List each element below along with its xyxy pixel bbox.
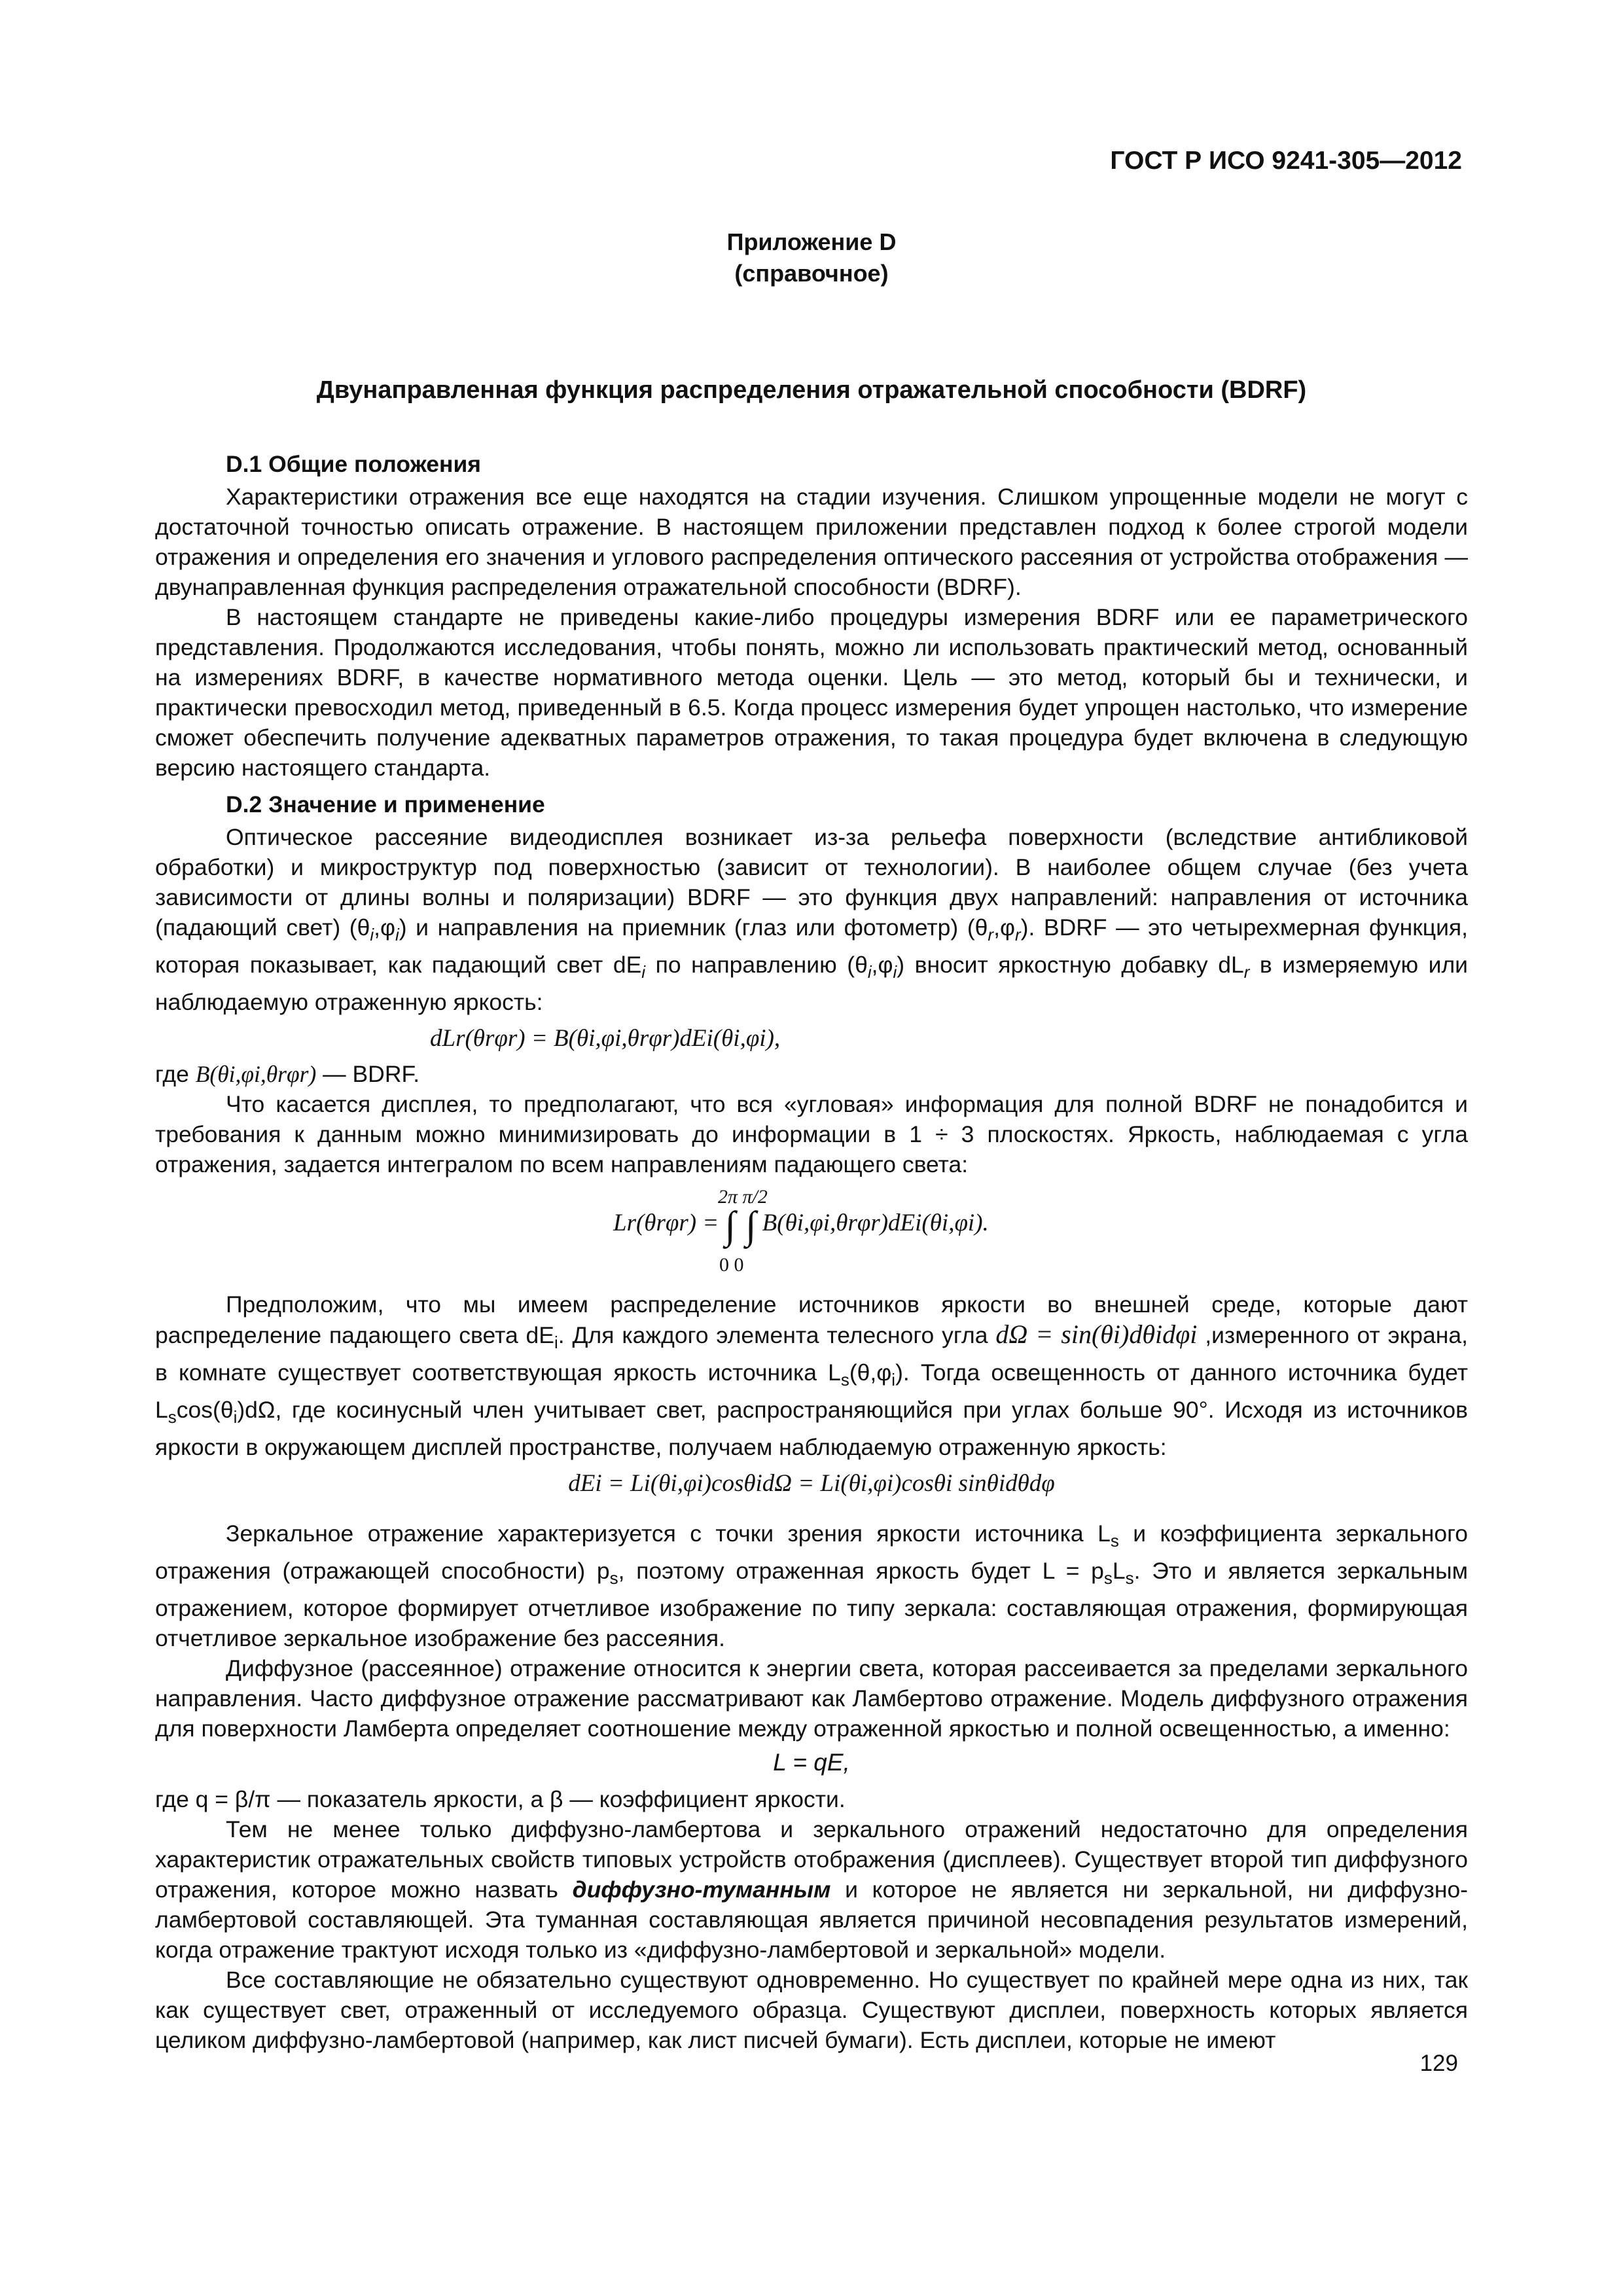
- document-body: [155, 449, 1468, 2055]
- paragraph: Зеркальное отражение характеризуется с точки зрения яркости источника $L_s$ и коэффициента зеркального отражения (отражающей способности) $p_s$, поэтому отраженная яркость будет $L = p_sL_s$. Это и является зеркальным отражением, которое формирует отчетливое изображение по типу зеркала: составляющая отражения, формирующая отчетливое зеркальное изображение без рассеяния.: [155, 1520, 1468, 1651]
- equation-lambert: L = qE,: [773, 1749, 850, 1776]
- equation-definition: где B(θi,φi,θrφr) — BDRF.: [155, 1061, 420, 1087]
- paragraph: Характеристики отражения все еще находятся на стадии изучения. Слишком упрощенные модели не могут с достаточной точностью описать отражение. В настоящем приложении представлен подход к более строгой модели отражения и определения его значения и углового распределения оптического рассеяния от устройства отображения — двунаправленная функция распределения отражательной способности (BDRF).: [155, 484, 1468, 600]
- integral-upper-limits: 2π π/2: [718, 1186, 768, 1208]
- paragraph: Все составляющие не обязательно существуют одновременно. Но существует по крайней мере одна из них, так как существует свет, отраженный от исследуемого образца. Существуют дисплеи, поверхность которых является целиком диффузно-ламбертовой (например, как лист писчей бумаги). Есть дисплеи, которые не имеют: [155, 1967, 1468, 2053]
- equation-irradiance: dEi = Li(θi,φi)cosθidΩ = Li(θi,φi)cosθi sinθidθdφ: [568, 1470, 1055, 1497]
- page-number: 129: [1419, 2051, 1458, 2076]
- equation-definition: где q = β/π — показатель яркости, а β — коэффициент яркости.: [155, 1786, 846, 1812]
- emphasis-term: диффузно-туманным: [572, 1876, 831, 1903]
- paragraph: Оптическое рассеяние видеодисплея возникает из-за рельефа поверхности (вследствие антибликовой обработки) и микроструктур под поверхностью (зависит от технологии). В наиболее общем случае (без учета зависимости от длины волны и поляризации) BDRF — это функция двух направлений: направления от источника (падающий свет) $(\theta_i,\varphi_i)$ и направления на приемник (глаз или фотометр) $(\theta_r,\varphi_r)$. BDRF — это четырехмерная функция, которая показывает, как падающий свет $dE_i$ по направлению $(\theta_i,\varphi_i)$ вносит яркостную добавку $dL_r$ в измеряемую или наблюдаемую отраженную яркость:: [155, 824, 1469, 1015]
- paragraph: Что касается дисплея, то предполагают, что вся «угловая» информация для полной BDRF не понадобится и требования к данным можно минимизировать до информации в 1 ÷ 3 плоскостях. Яркость, наблюдаемая с угла отражения, задается интегралом по всем направлениям падающего света:: [155, 1091, 1468, 1177]
- section-heading-d1: D.1 Общие положения: [226, 451, 481, 477]
- equation-integral: [155, 1182, 1468, 1280]
- integral-lower-limits: 0 0: [719, 1254, 744, 1276]
- annex-type: (справочное): [734, 260, 889, 287]
- paragraph: В настоящем стандарте не приведены какие-либо процедуры измерения BDRF или ее параметрического представления. Продолжаются исследования, чтобы понять, можно ли использовать практический метод, основанный на измерениях BDRF, в качестве нормативного метода оценки. Цель — это метод, который бы и технически, и практически превосходил метод, приведенный в 6.5. Когда процесс измерения будет упрощен настолько, что измерение сможет обеспечить получение адекватных параметров отражения, то такая процедура будет включена в следующую версию настоящего стандарта.: [155, 604, 1468, 781]
- standard-header: ГОСТ Р ИСО 9241-305—2012: [1110, 147, 1462, 175]
- integral-expression: Lr(θrφr) = ∫ ∫ B(θi,φi,θrφr)dEi(θi,φi).: [613, 1204, 989, 1247]
- inline-equation-solid-angle: dΩ = sin(θi)dθidφi: [995, 1319, 1198, 1349]
- paragraph: Предположим, что мы имеем распределение источников яркости во внешней среде, которые дают распределение падающего света $dE_i$. Для каждого элемента телесного угла dΩ = sin(θi)dθidφi ,измеренного от экрана, в комнате существует соответствующая яркость источника $L_s(\theta,\varphi_i)$. Тогда освещенность от данного источника будет $L_s\cos(\theta_i)d\Omega$, где косинусный член учитывает свет, распространяющийся при углах больше 90°. Исходя из источников яркости в окружающем дисплей пространстве, получаем наблюдаемую отраженную яркость:: [155, 1291, 1468, 1460]
- paragraph: Диффузное (рассеянное) отражение относится к энергии света, которая рассеивается за пределами зеркального направления. Часто диффузное отражение рассматривают как Ламбертово отражение. Модель диффузного отражения для поверхности Ламберта определяет соотношение между отраженной яркостью и полной освещенностью, а именно:: [155, 1655, 1468, 1742]
- annex-heading: [0, 226, 1623, 289]
- annex-title: Приложение D: [726, 228, 897, 255]
- document-title: Двунаправленная функция распределения отражательной способности (BDRF): [316, 376, 1307, 404]
- equation-bdrf: dLr(θrφr) = B(θi,φi,θrφr)dEi(θi,φi),: [430, 1025, 781, 1052]
- paragraph: Тем не менее только диффузно-ламбертова и зеркального отражений недостаточно для определения характеристик отражательных свойств типовых устройств отображения (дисплеев). Существует второй тип диффузного отражения, которое можно назвать диффузно-туманным и которое не является ни зеркальной, ни диффузно-ламбертовой составляющей. Эта туманная составляющая является причиной несовпадения результатов измерений, когда отражение трактуют исходя только из «диффузно-ламбертовой и зеркальной» модели.: [155, 1816, 1469, 1963]
- section-heading-d2: D.2 Значение и применение: [226, 791, 545, 817]
